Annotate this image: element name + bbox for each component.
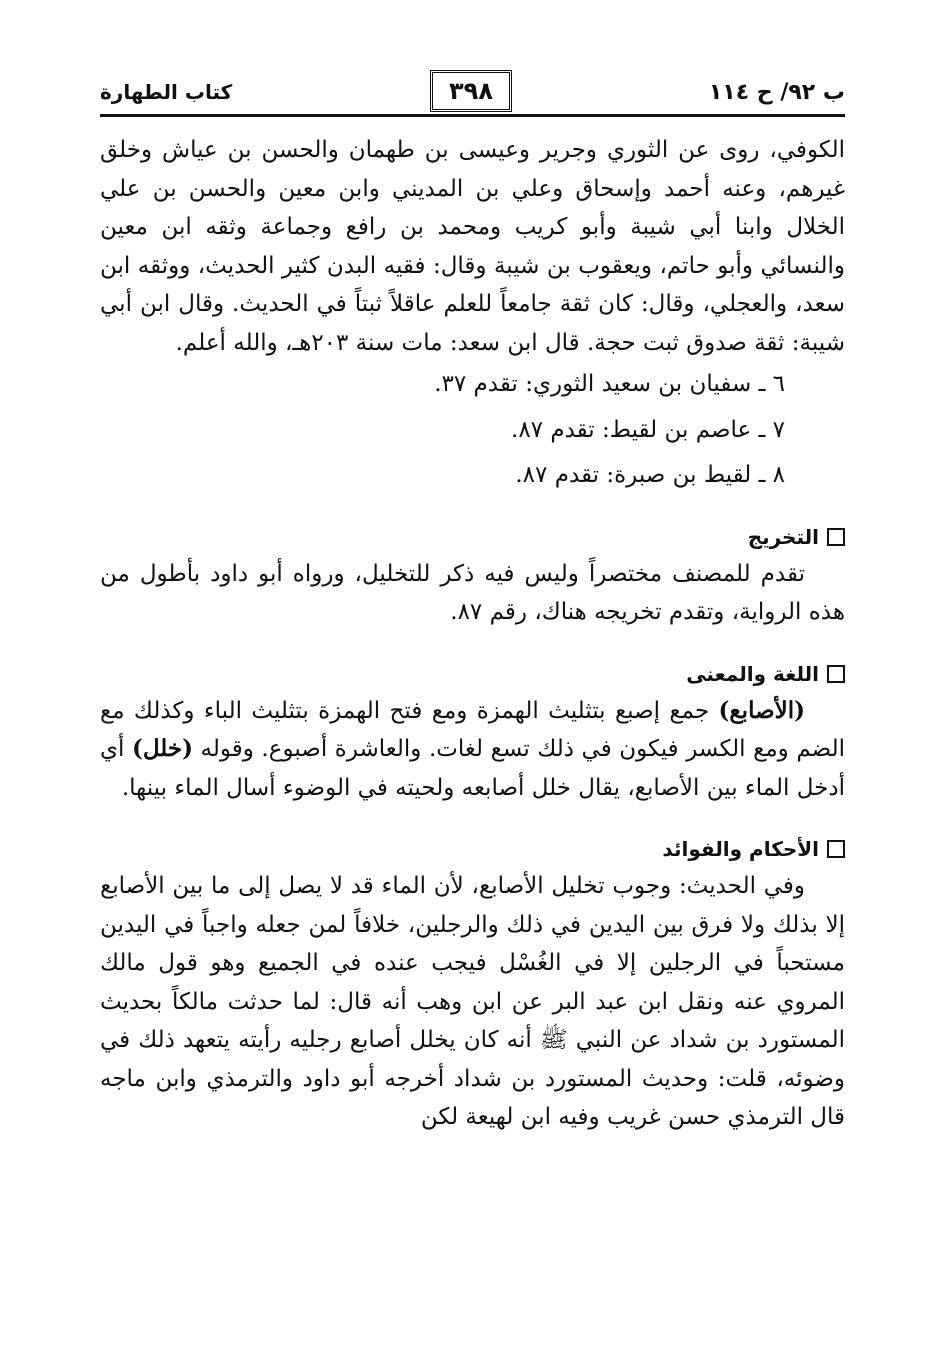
section-heading-ahkam bbox=[100, 831, 845, 867]
page-number: ٣٩٨ bbox=[449, 77, 493, 105]
section-title: اللغة والمعنى bbox=[686, 661, 819, 686]
takhrij-paragraph: تقدم للمصنف مختصراً وليس فيه ذكر للتخليل، ورواه أبو داود بأطول من هذه الرواية، وتقدم تخريجه هناك، رقم ٨٧. bbox=[100, 560, 845, 625]
section-title: الأحكام والفوائد bbox=[662, 837, 819, 861]
lugha-paragraph bbox=[100, 692, 845, 808]
lugha-text-1: جمع إصبع بتثليث الهمزة ومع فتح الهمزة بتثليث الباء وكذلك مع الضم ومع الكسر فيكون في ذلك تسع لغات. والعاشرة أصبوع. وقوله bbox=[100, 697, 845, 762]
page-body bbox=[100, 131, 845, 1137]
narrator-item: ٧ ـ عاصم بن لقيط: تقدم ٨٧. bbox=[511, 416, 785, 443]
chapter-title: كتاب الطهارة bbox=[100, 80, 233, 104]
lugha-text-2: أي أدخل الماء بين الأصابع، يقال خلل أصابعه ولحيته في الوضوء أسال الماء بينها. bbox=[100, 736, 845, 801]
section-title: التخريج bbox=[747, 524, 819, 549]
section-heading-takhrij bbox=[100, 519, 845, 555]
header-rule bbox=[100, 114, 845, 117]
term-asabi: (الأصابع) bbox=[718, 696, 805, 724]
page-header bbox=[100, 70, 845, 114]
narrator-paragraph: الكوفي، روى عن الثوري وجرير وعيسى بن طهمان والحسن بن عياش وخلق غيرهم، وعنه أحمد وإسحاق وعلي بن المديني وابن معين والحسن بن علي الخلال وابنا أبي شيبة وأبو كريب ومحمد بن رافع وجماعة وثقه ابن معين والنسائي وأبو حاتم، ويعقوب بن شيبة وقال: فقيه البدن كثير الحديث، ووثقه ابن سعد، والعجلي، وقال: كان ثقة جامعاً للعلم عاقلاً ثبتاً في الحديث. وقال ابن أبي شيبة: ثقة صدوق ثبت حجة. قال ابن سعد: مات سنة ٢٠٣هـ، والله أعلم. bbox=[100, 137, 845, 356]
hadith-reference: ب ٩٢/ ح ١١٤ bbox=[708, 80, 845, 105]
term-khallal: (خلل) bbox=[131, 735, 193, 762]
narrator-list bbox=[100, 366, 845, 495]
checkbox-square-icon bbox=[827, 840, 845, 858]
narrator-item: ٨ ـ لقيط بن صبرة: تقدم ٨٧. bbox=[515, 462, 785, 488]
narrator-item: ٦ ـ سفيان بن سعيد الثوري: تقدم ٣٧. bbox=[434, 371, 785, 397]
ahkam-paragraph: وفي الحديث: وجوب تخليل الأصابع، لأن الماء قد لا يصل إلى ما بين الأصابع إلا بذلك ولا فرق بين اليدين في ذلك والرجلين، خلافاً لمن جعله واجباً في اليدين مستحباً في الرجلين إلا في الغُسْل فيجب عنده في الجميع وهو قول مالك المروي عنه ونقل ابن عبد البر عن ابن وهب أنه قال: لما حدثت مالكاً بحديث المستورد بن شداد عن النبي ﷺ أنه كان يخلل أصابع رجليه رأيته يتعهد ذلك في وضوئه، قلت: وحديث المستورد بن شداد أخرجه أبو داود والترمذي وابن ماجه قال الترمذي حسن غريب وفيه ابن لهيعة لكن bbox=[100, 873, 845, 1130]
page-number-box bbox=[430, 70, 512, 112]
checkbox-square-icon bbox=[827, 665, 845, 683]
checkbox-square-icon bbox=[827, 528, 845, 546]
section-heading-lugha bbox=[100, 656, 845, 692]
